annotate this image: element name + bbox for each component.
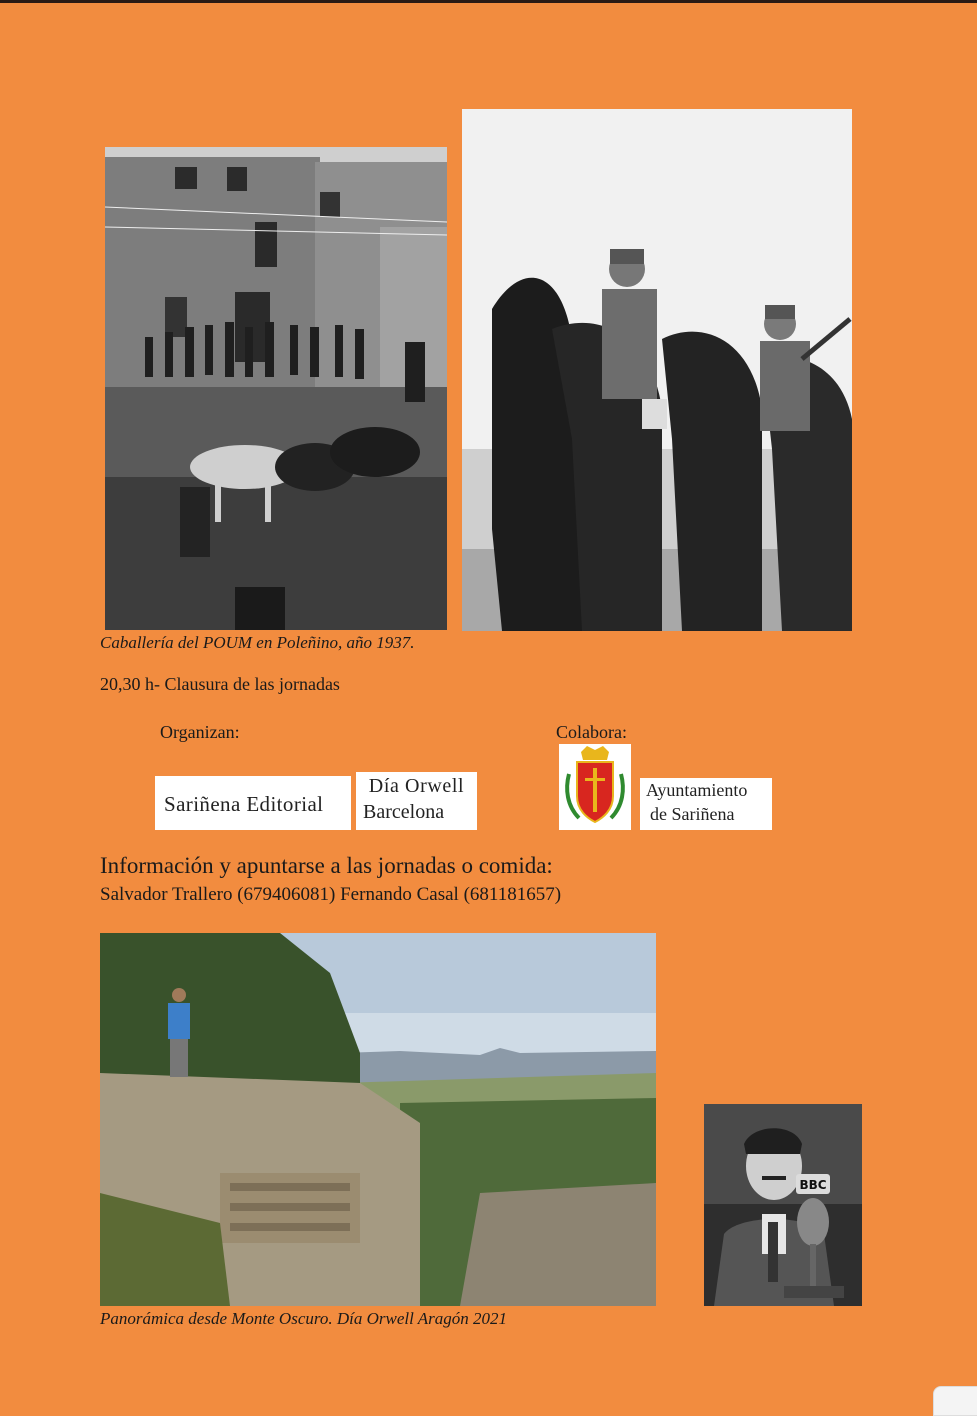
dia-orwell-text: Día Orwell (368, 775, 465, 797)
panorama-photo-caption: Panorámica desde Monte Oscuro. Día Orwell Aragón 2021 (100, 1309, 508, 1328)
sarinena-coat-of-arms-icon (559, 744, 631, 830)
village-cavalry-photo (105, 147, 447, 630)
contact-phones: Salvador Trallero (679406081) Fernando Casal (681181657) (100, 884, 562, 905)
monte-oscuro-panorama-photo (100, 933, 656, 1306)
bbc-text: BBC (799, 1178, 827, 1192)
organizers-label: Organizan: (160, 722, 240, 742)
sarinena-editorial-text: Sariñena Editorial (164, 792, 324, 816)
mounted-soldiers-photo (462, 109, 852, 631)
dia-orwell-barcelona-logo (356, 772, 477, 830)
collaborator-label: Colabora: (556, 722, 627, 742)
orwell-bbc-photo (704, 1104, 862, 1306)
info-heading: Información y apuntarse a las jornadas o comida: (100, 853, 553, 878)
barcelona-text: Barcelona (363, 801, 445, 823)
ayuntamiento-sarinena-logo (640, 778, 772, 830)
sarinena-editorial-logo (155, 776, 351, 830)
top-border-line (0, 0, 977, 3)
page-corner-tab[interactable] (933, 1386, 977, 1416)
cavalry-photo-caption: Caballería del POUM en Poleñino, año 1937. (100, 633, 415, 652)
closing-session-item: 20,30 h- Clausura de las jornadas (100, 674, 340, 694)
de-sarinena-text: de Sariñena (650, 804, 735, 824)
ayuntamiento-text: Ayuntamiento (646, 780, 748, 800)
